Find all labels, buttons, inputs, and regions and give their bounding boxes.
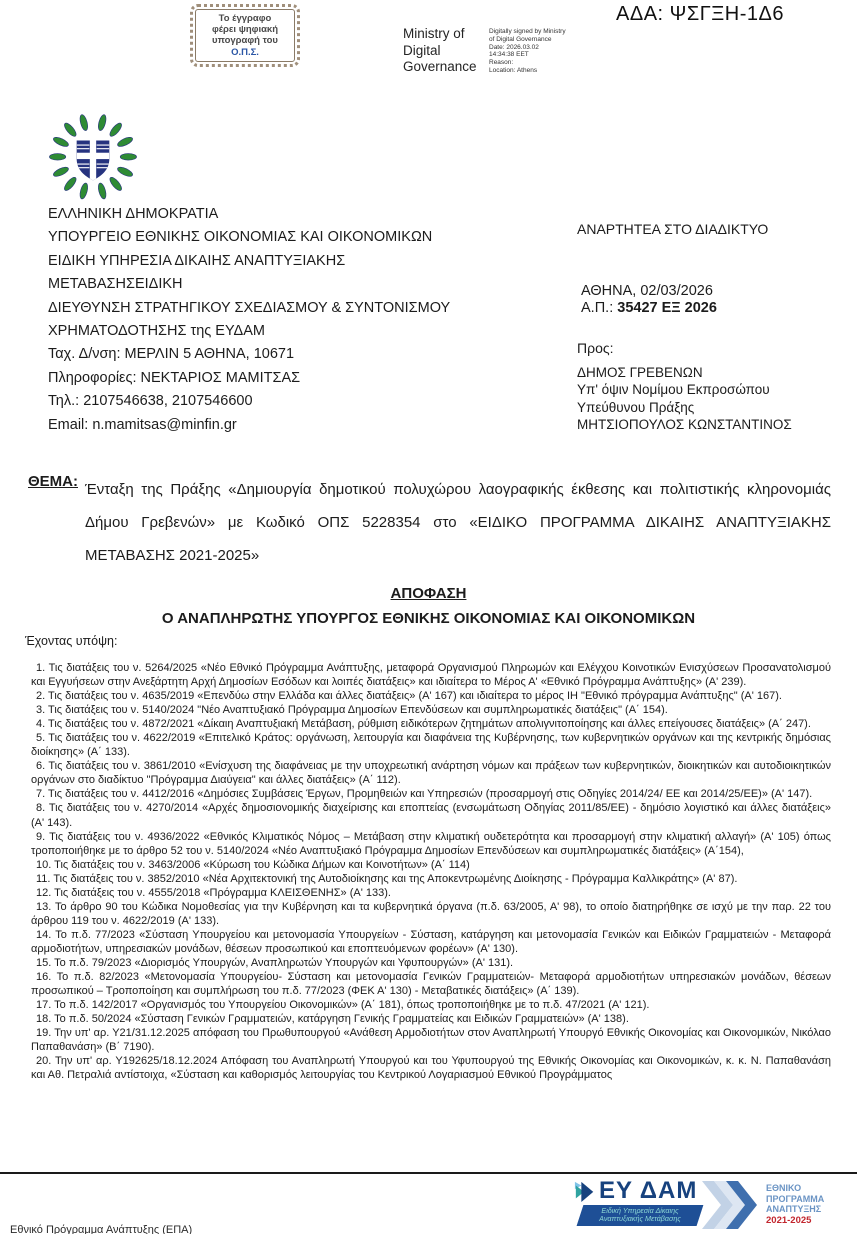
- sender-line: ΕΙΔΙΚΗ ΥΠΗΡΕΣΙΑ ΔΙΚΑΙΗΣ ΑΝΑΠΤΥΞΙΑΚΗΣ: [48, 252, 346, 269]
- legal-item: 4. Τις διατάξεις του ν. 4872/2021 «Δίκαιη Αναπτυξιακή Μετάβαση, ρύθμιση ειδικότερων ζητημάτων απολιγνιτοποίησης και άλλες επείγουσες διατάξεις» (Α΄ 247).: [36, 718, 811, 731]
- subject-block: [28, 473, 831, 572]
- recipient-line: ΔΗΜΟΣ ΓΡΕΒΕΝΩΝ: [577, 365, 703, 381]
- digital-signature-details: [489, 28, 566, 75]
- signer-name-line: Ministry of: [403, 26, 465, 41]
- protocol-line: [581, 300, 717, 317]
- to-label: Προς:: [577, 340, 614, 356]
- sender-block: [48, 203, 450, 437]
- signature-detail-line: Reason:: [489, 59, 514, 67]
- legal-item: 7. Τις διατάξεις του ν. 4412/2016 «Δημόσιες Συμβάσεις Έργων, Προμηθειών και Υπηρεσιών (προσαρμογή στις Οδηγίες 2014/24/ ΕΕ και 2014/25/ΕΕ)» (Α' 147).: [36, 788, 813, 801]
- sender-line: ΜΕΤΑΒΑΣΗΣΕΙΔΙΚΗ: [48, 276, 183, 293]
- signer-name-line: Digital: [403, 42, 441, 58]
- epa-chevrons-icon: [702, 1180, 764, 1230]
- ada-code: ΑΔΑ: ΨΣΓΞΗ-1Δ6: [616, 3, 784, 25]
- stamp-ops-label: Ο.Π.Σ.: [231, 47, 259, 58]
- ops-signature-stamp: [190, 4, 300, 67]
- epa-logo-line: ΠΡΟΓΡΑΜΜΑ: [766, 1193, 825, 1204]
- signer-name-line: Governance: [403, 59, 477, 74]
- eydam-logo-title: ΕΥ ΔΑΜ: [599, 1177, 698, 1204]
- epa-logo-years: 2021-2025: [766, 1214, 812, 1226]
- legal-item: 11. Τις διατάξεις του ν. 3852/2010 «Νέα Αρχιτεκτονική της Αυτοδιοίκησης και της Αποκεντρωμένης Διοίκησης - Πρόγραμμα Καλλικράτης» (Α' 87).: [36, 872, 738, 885]
- legal-item: 5. Τις διατάξεις του ν. 4622/2019 «Επιτελικό Κράτος: οργάνωση, λειτουργία και διαφάνεια της Κυβέρνησης, των κυβερνητικών οργάνων και της κεντρικής δημόσιας διοίκησης» (Α΄ 133).: [31, 732, 831, 759]
- legal-item: 18. Το π.δ. 50/2024 «Σύσταση Γενικών Γραμματειών, κατάργηση Γενικής Γραμματείας και Ειδικών Γραμματειών» (Α' 138).: [36, 1013, 629, 1026]
- legal-item: 10. Τις διατάξεις του ν. 3463/2006 «Κύρωση του Κώδικα Δήμων και Κοινοτήτων» (Α΄ 114): [36, 858, 470, 871]
- sender-line: Ταχ. Δ/νση: ΜΕΡΛΙΝ 5 ΑΘΗΝΑ, 10671: [48, 346, 295, 363]
- signature-detail-line: Date: 2026.03.02: [489, 43, 539, 51]
- legal-item: 2. Τις διατάξεις του ν. 4635/2019 «Επενδύω στην Ελλάδα και άλλες διατάξεις» (Α' 167) και ιδιαίτερα το μέρος ΙΗ "Εθνικό πρόγραμμα Ανάπτυξης" (Α' 167).: [36, 690, 782, 703]
- stamp-text-line: φέρει ψηφιακή: [211, 24, 279, 35]
- decision-subheading: Ο ΑΝΑΠΛΗΡΩΤΗΣ ΥΠΟΥΡΓΟΣ ΕΘΝΙΚΗΣ ΟΙΚΟΝΟΜΙΑΣ ΚΑΙ ΟΙΚΟΝΟΜΙΚΩΝ: [161, 610, 696, 627]
- protocol-value: 35427 ΕΞ 2026: [617, 299, 717, 316]
- signature-detail-line: of Digital Governance: [489, 35, 552, 43]
- legal-item: 12. Τις διατάξεις του ν. 4555/2018 «Πρόγραμμα ΚΛΕΙΣΘΕΝΗΣ» (Α' 133).: [36, 886, 391, 899]
- legal-item: 9. Τις διατάξεις του ν. 4936/2022 «Εθνικός Κλιματικός Νόμος – Μετάβαση στην κλιματική ουδετερότητα και προσαρμογή στην κλιματική αλλαγή» (Α' 105) όπως τροποποιήθηκε με το άρθρο 52 του ν. 5140/2024 «Νέο Αναπτυξιακό Πρόγραμμα Δημοσίων Επενδύσεων και συμπληρωματικές διατάξεις» (Α΄154),: [31, 830, 831, 857]
- legal-item: 17. Το π.δ. 142/2017 «Οργανισμός του Υπουργείου Οικονομικών» (Α΄ 181), όπως τροποποιήθηκε με το π.δ. 47/2021 (Α' 121).: [36, 999, 650, 1012]
- legal-item: 1. Τις διατάξεις του ν. 5264/2025 «Νέο Εθνικό Πρόγραμμα Ανάπτυξης, μεταφορά Οργανισμού Πληρωμών και Ελέγχου Κοινοτικών Ενισχύσεων Προσανατολισμού και Εγγυήσεων στην Ανεξάρτητη Αρχή Δημοσίων Εσόδων και λοιπές διατάξεις» και ιδιαίτερα το Μέρος Α' «Εθνικό Πρόγραμμα Ανάπτυξης» (Α' 239).: [31, 662, 831, 689]
- eydam-logo-subtitle: [586, 1207, 694, 1224]
- signature-detail-line: Location: Athens: [489, 66, 538, 74]
- protocol-label: Α.Π.:: [581, 299, 618, 316]
- sender-line: ΥΠΟΥΡΓΕΙΟ ΕΘΝΙΚΗΣ ΟΙΚΟΝΟΜΙΑΣ ΚΑΙ ΟΙΚΟΝΟΜΙΚΩΝ: [48, 229, 433, 246]
- decision-heading: ΑΠΟΦΑΣΗ: [390, 585, 467, 602]
- recipient-line: ΜΗΤΣΙΟΠΟΥΛΟΣ ΚΩΝΣΤΑΝΤΙΝΟΣ: [577, 416, 792, 432]
- recipient-lines: [577, 364, 792, 433]
- eydam-subtitle-line: Ειδική Υπηρεσία Δίκαιης: [601, 1206, 679, 1215]
- stamp-text-line: Το έγγραφο: [218, 13, 272, 24]
- eydam-subtitle-line: Αναπτυξιακής Μετάβασης: [599, 1214, 681, 1224]
- recipient-line: Υπεύθυνου Πράξης: [577, 399, 695, 415]
- legal-item: 15. Το π.δ. 79/2023 «Διορισμός Υπουργών, Αναπληρωτών Υπουργών και Υφυπουργών» (Α' 131).: [36, 956, 514, 969]
- legal-item: 13. Το άρθρο 90 του Κώδικα Νομοθεσίας για την Κυβέρνηση και τα κυβερνητικά όργανα (π.δ. 63/2005, Α' 98), το οποίο διατηρήθηκε σε ισχύ με την παρ. 22 του άρθρου 119 του ν. 4622/2019 (Α' 133).: [31, 900, 831, 927]
- epa-logo-line: ΕΘΝΙΚΟ: [766, 1183, 802, 1193]
- sender-line: Πληροφορίες: ΝΕΚΤΑΡΙΟΣ ΜΑΜΙΤΣΑΣ: [48, 369, 301, 386]
- legal-item: 8. Τις διατάξεις του ν. 4270/2014 «Αρχές δημοσιονομικής διαχείρισης και εποπτείας (ενσωμάτωση Οδηγίας 2011/85/ΕΕ) - δημόσιο λογιστικό και άλλες διατάξεις» (Α' 143).: [31, 802, 831, 829]
- sender-line: Τηλ.: 2107546638, 2107546600: [48, 393, 253, 410]
- ops-signature-stamp-text: [195, 9, 295, 62]
- digital-signer-name: [403, 26, 477, 76]
- epa-logo-text: [766, 1183, 824, 1226]
- eydam-logo: [574, 1179, 698, 1226]
- sender-line: Email: n.mamitsas@minfin.gr: [48, 416, 237, 433]
- legal-item: 14. Το π.δ. 77/2023 «Σύσταση Υπουργείου και μετονομασία Υπουργείων - Σύσταση, κατάργηση και μετονομασία Γενικών και Ειδικών Γραμματειών - Μεταφορά αρμοδιοτήτων, υπηρεσιακών μονάδων, θέσεων προσωπικού και εποπτευόμενων φορέων» (Α' 130).: [31, 928, 831, 955]
- epa-logo-line: ΑΝΑΠΤΥΞΗΣ: [766, 1204, 822, 1214]
- preamble-label: Έχοντας υπόψη:: [25, 634, 118, 648]
- sender-line: ΕΛΛΗΝΙΚΗ ΔΗΜΟΚΡΑΤΙΑ: [48, 206, 219, 222]
- publish-notice: ΑΝΑΡΤΗΤΕΑ ΣΤΟ ΔΙΑΔΙΚΤΥΟ: [577, 221, 769, 237]
- footer-program-label: Εθνικό Πρόγραμμα Ανάπτυξης (ΕΠΑ): [10, 1224, 193, 1234]
- footer-divider: [0, 1172, 857, 1174]
- sender-line: ΧΡΗΜΑΤΟΔΟΤΗΣΗΣ της ΕΥΔΑΜ: [48, 323, 265, 340]
- sender-line: ΔΙΕΥΘΥΝΣΗ ΣΤΡΑΤΗΓΙΚΟΥ ΣΧΕΔΙΑΣΜΟΥ & ΣΥΝΤΟΝΙΣΜΟΥ: [48, 299, 451, 316]
- legal-item: 3. Τις διατάξεις του ν. 5140/2024 "Νέο Αναπτυξιακό Πρόγραμμα Δημοσίων Επενδύσεων και συμπληρωματικές διατάξεις" (Α΄ 154).: [36, 704, 668, 717]
- legal-item: 6. Τις διατάξεις του ν. 3861/2010 «Ενίσχυση της διαφάνειας με την υποχρεωτική ανάρτηση νόμων και πράξεων των κυβερνητικών, διοικητικών και αυτοδιοικητικών οργάνων στο διαδίκτυο "Πρόγραμμα Διαύγεια" και άλλες διατάξεις» (Α΄ 112).: [31, 760, 831, 787]
- subject-label: ΘΕΜΑ:: [28, 473, 78, 490]
- greek-national-emblem: [47, 106, 139, 204]
- legal-item: 16. Το π.δ. 82/2023 «Μετονομασία Υπουργείου- Σύσταση και μετονομασία Γενικών Γραμματειών- Μεταφορά αρμοδιοτήτων υπηρεσιακών μονάδων, θέσεων προσωπικού – Τροποποίηση και συμπλήρωση του π.δ. 77/2023 (ΦΕΚ Α' 130) - Μεταβατικές διατάξεις» (Α΄ 139).: [31, 971, 831, 998]
- stamp-text-line: υπογραφή του: [212, 35, 278, 46]
- subject-text: Ένταξη της Πράξης «Δημιουργία δημοτικού πολυχώρου λαογραφικής έκθεσης και πολιτιστικής κληρονομιάς Δήμου Γρεβενών» με Κωδικό ΟΠΣ 5228354 στο «ΕΙΔΙΚΟ ΠΡΟΓΡΑΜΜΑ ΔΙΚΑΙΗΣ ΑΝΑΠΤΥΞΙΑΚΗΣ ΜΕΤΑΒΑΣΗΣ 2021-2025»: [85, 481, 831, 564]
- city-date: ΑΘΗΝΑ, 02/03/2026: [581, 283, 713, 299]
- legal-basis-list: [31, 661, 831, 1082]
- signature-detail-line: Digitally signed by Ministry: [489, 28, 566, 35]
- legal-item: 20. Την υπ' αρ. Υ192625/18.12.2024 Απόφαση του Αναπληρωτή Υπουργού και του Υφυπουργού της Εθνικής Οικονομίας και Οικονομικών, κ. κ. Ν. Παπαθανάση και Αθ. Πετραλιά αντίστοιχα, «Σύσταση και καθορισμός λειτουργίας του Κεντρικού Λογαριασμού Εθνικού Προγράμματος: [31, 1055, 831, 1082]
- eydam-logo-banner: [577, 1205, 704, 1226]
- recipient-line: Υπ' όψιν Νομίμου Εκπροσώπου: [577, 382, 770, 398]
- legal-item: 19. Την υπ' αρ. Υ21/31.12.2025 απόφαση του Πρωθυπουργού «Ανάθεση Αρμοδιοτήτων στον Αναπληρωτή Υπουργό Εθνικής Οικονομίας και Οικονομικών, Νικόλαο Παπαθανάση» (Β΄ 7190).: [31, 1027, 831, 1054]
- recipient-block: [577, 340, 792, 433]
- signature-detail-line: 14:34:38 EET: [489, 51, 529, 59]
- date-protocol-block: [581, 283, 717, 316]
- eydam-arrow-icon: [574, 1179, 596, 1203]
